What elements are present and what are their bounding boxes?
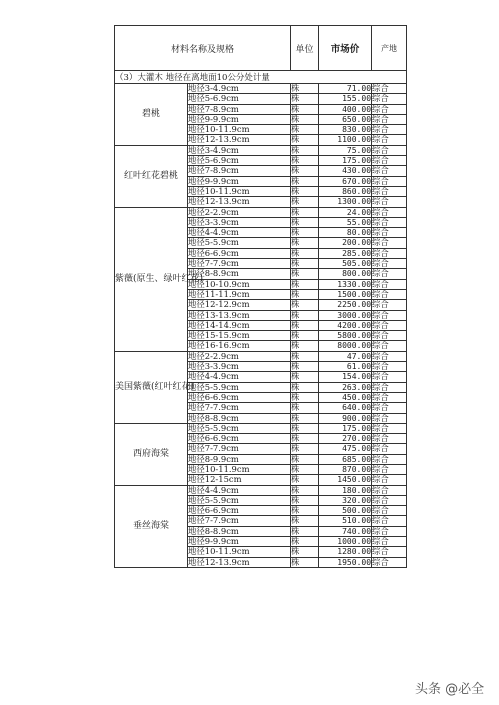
spec-cell: 地径6-6.9cm — [188, 506, 291, 516]
spec-cell: 地径12-13.9cm — [188, 557, 291, 567]
price-cell: 450.00 — [319, 392, 372, 402]
price-cell: 1450.00 — [319, 475, 372, 485]
unit-cell: 株 — [291, 526, 319, 536]
spec-cell: 地径5-5.9cm — [188, 382, 291, 392]
origin-cell: 综合 — [372, 145, 407, 155]
price-cell: 1280.00 — [319, 547, 372, 557]
origin-cell: 综合 — [372, 269, 407, 279]
origin-cell: 综合 — [372, 362, 407, 372]
unit-cell: 株 — [291, 104, 319, 114]
unit-cell: 株 — [291, 475, 319, 485]
spec-cell: 地径2-2.9cm — [188, 207, 291, 217]
spec-cell: 地径3-3.9cm — [188, 217, 291, 227]
price-cell: 1300.00 — [319, 197, 372, 207]
price-cell: 47.00 — [319, 351, 372, 361]
table-row — [115, 207, 407, 217]
price-cell: 1000.00 — [319, 537, 372, 547]
header-market-price: 市场价 — [319, 26, 372, 71]
origin-cell: 综合 — [372, 186, 407, 196]
price-cell: 71.00 — [319, 84, 372, 94]
price-cell: 505.00 — [319, 259, 372, 269]
unit-cell: 株 — [291, 145, 319, 155]
origin-cell: 综合 — [372, 289, 407, 299]
unit-cell: 株 — [291, 557, 319, 567]
spec-cell: 地径9-9.9cm — [188, 176, 291, 186]
unit-cell: 株 — [291, 166, 319, 176]
price-cell: 8000.00 — [319, 341, 372, 351]
price-cell: 5800.00 — [319, 331, 372, 341]
origin-cell: 综合 — [372, 464, 407, 474]
unit-cell: 株 — [291, 94, 319, 104]
price-cell: 154.00 — [319, 372, 372, 382]
price-cell: 400.00 — [319, 104, 372, 114]
spec-cell: 地径2-2.9cm — [188, 351, 291, 361]
origin-cell: 综合 — [372, 526, 407, 536]
spec-cell: 地径8-9.9cm — [188, 454, 291, 464]
spec-cell: 地径10-11.9cm — [188, 547, 291, 557]
material-name: 美国紫薇(红叶红花) — [115, 351, 188, 423]
price-cell: 2250.00 — [319, 300, 372, 310]
spec-cell: 地径5-6.9cm — [188, 156, 291, 166]
material-name: 紫薇(原生、绿叶红花) — [115, 207, 188, 351]
spec-cell: 地径9-9.9cm — [188, 114, 291, 124]
unit-cell: 株 — [291, 537, 319, 547]
origin-cell: 综合 — [372, 279, 407, 289]
unit-cell: 株 — [291, 186, 319, 196]
spec-cell: 地径12-13.9cm — [188, 197, 291, 207]
spec-cell: 地径6-6.9cm — [188, 434, 291, 444]
spec-cell: 地径7-8.9cm — [188, 166, 291, 176]
unit-cell: 株 — [291, 454, 319, 464]
spec-cell: 地径10-11.9cm — [188, 464, 291, 474]
unit-cell: 株 — [291, 413, 319, 423]
price-cell: 320.00 — [319, 495, 372, 505]
origin-cell: 综合 — [372, 506, 407, 516]
spec-cell: 地径5-6.9cm — [188, 94, 291, 104]
origin-cell: 综合 — [372, 372, 407, 382]
unit-cell: 株 — [291, 362, 319, 372]
price-cell: 1330.00 — [319, 279, 372, 289]
table-row — [115, 351, 407, 361]
material-name: 碧桃 — [115, 84, 188, 146]
origin-cell: 综合 — [372, 94, 407, 104]
price-cell: 55.00 — [319, 217, 372, 227]
price-cell: 475.00 — [319, 444, 372, 454]
unit-cell: 株 — [291, 320, 319, 330]
header-origin: 产地 — [372, 26, 407, 71]
spec-cell: 地径4-4.9cm — [188, 485, 291, 495]
origin-cell: 综合 — [372, 434, 407, 444]
price-cell: 80.00 — [319, 228, 372, 238]
spec-cell: 地径8-8.9cm — [188, 526, 291, 536]
origin-cell: 综合 — [372, 166, 407, 176]
section-title: （3）大灌木 地径在离地面10公分处计量 — [115, 71, 407, 84]
price-cell: 830.00 — [319, 125, 372, 135]
price-cell: 860.00 — [319, 186, 372, 196]
price-cell: 175.00 — [319, 423, 372, 433]
spec-cell: 地径14-14.9cm — [188, 320, 291, 330]
table-body — [115, 71, 407, 568]
material-name: 红叶红花碧桃 — [115, 145, 188, 207]
origin-cell: 综合 — [372, 228, 407, 238]
unit-cell: 株 — [291, 382, 319, 392]
unit-cell: 株 — [291, 310, 319, 320]
unit-cell: 株 — [291, 259, 319, 269]
spec-cell: 地径11-11.9cm — [188, 289, 291, 299]
table-row — [115, 485, 407, 495]
origin-cell: 综合 — [372, 125, 407, 135]
table-row — [115, 423, 407, 433]
spec-cell: 地径12-15cm — [188, 475, 291, 485]
price-cell: 3000.00 — [319, 310, 372, 320]
unit-cell: 株 — [291, 269, 319, 279]
unit-cell: 株 — [291, 485, 319, 495]
price-cell: 180.00 — [319, 485, 372, 495]
unit-cell: 株 — [291, 300, 319, 310]
origin-cell: 综合 — [372, 341, 407, 351]
origin-cell: 综合 — [372, 403, 407, 413]
price-cell: 285.00 — [319, 248, 372, 258]
origin-cell: 综合 — [372, 392, 407, 402]
unit-cell: 株 — [291, 114, 319, 124]
table-header-row — [115, 26, 407, 71]
spec-cell: 地径7-7.9cm — [188, 259, 291, 269]
spec-cell: 地径3-3.9cm — [188, 362, 291, 372]
unit-cell: 株 — [291, 392, 319, 402]
price-cell: 155.00 — [319, 94, 372, 104]
unit-cell: 株 — [291, 547, 319, 557]
origin-cell: 综合 — [372, 454, 407, 464]
unit-cell: 株 — [291, 289, 319, 299]
price-cell: 740.00 — [319, 526, 372, 536]
origin-cell: 综合 — [372, 444, 407, 454]
spec-cell: 地径4-4.9cm — [188, 228, 291, 238]
origin-cell: 综合 — [372, 516, 407, 526]
spec-cell: 地径12-13.9cm — [188, 135, 291, 145]
origin-cell: 综合 — [372, 238, 407, 248]
material-name: 垂丝海棠 — [115, 485, 188, 567]
unit-cell: 株 — [291, 207, 319, 217]
price-cell: 1500.00 — [319, 289, 372, 299]
origin-cell: 综合 — [372, 547, 407, 557]
spec-cell: 地径7-7.9cm — [188, 516, 291, 526]
origin-cell: 综合 — [372, 217, 407, 227]
origin-cell: 综合 — [372, 84, 407, 94]
spec-cell: 地径8-8.9cm — [188, 269, 291, 279]
price-cell: 61.00 — [319, 362, 372, 372]
origin-cell: 综合 — [372, 485, 407, 495]
price-cell: 685.00 — [319, 454, 372, 464]
unit-cell: 株 — [291, 84, 319, 94]
unit-cell: 株 — [291, 495, 319, 505]
origin-cell: 综合 — [372, 475, 407, 485]
unit-cell: 株 — [291, 331, 319, 341]
table-row — [115, 84, 407, 94]
price-cell: 430.00 — [319, 166, 372, 176]
spec-cell: 地径7-7.9cm — [188, 444, 291, 454]
spec-cell: 地径10-10.9cm — [188, 279, 291, 289]
spec-cell: 地径8-8.9cm — [188, 413, 291, 423]
spec-cell: 地径10-11.9cm — [188, 186, 291, 196]
section-title-row — [115, 71, 407, 84]
price-cell: 670.00 — [319, 176, 372, 186]
price-cell: 800.00 — [319, 269, 372, 279]
header-name-spec: 材料名称及规格 — [115, 26, 291, 71]
price-cell: 640.00 — [319, 403, 372, 413]
unit-cell: 株 — [291, 341, 319, 351]
header-unit: 单位 — [291, 26, 319, 71]
price-cell: 175.00 — [319, 156, 372, 166]
price-cell: 263.00 — [319, 382, 372, 392]
price-cell: 75.00 — [319, 145, 372, 155]
unit-cell: 株 — [291, 423, 319, 433]
price-cell: 24.00 — [319, 207, 372, 217]
origin-cell: 综合 — [372, 104, 407, 114]
origin-cell: 综合 — [372, 413, 407, 423]
price-cell: 270.00 — [319, 434, 372, 444]
unit-cell: 株 — [291, 434, 319, 444]
unit-cell: 株 — [291, 248, 319, 258]
origin-cell: 综合 — [372, 495, 407, 505]
unit-cell: 株 — [291, 176, 319, 186]
origin-cell: 综合 — [372, 557, 407, 567]
price-cell: 900.00 — [319, 413, 372, 423]
price-cell: 650.00 — [319, 114, 372, 124]
spec-cell: 地径3-4.9cm — [188, 84, 291, 94]
spec-cell: 地径7-7.9cm — [188, 403, 291, 413]
origin-cell: 综合 — [372, 320, 407, 330]
table-row — [115, 145, 407, 155]
spec-cell: 地径6-6.9cm — [188, 248, 291, 258]
price-cell: 200.00 — [319, 238, 372, 248]
spec-cell: 地径5-5.9cm — [188, 238, 291, 248]
spec-cell: 地径13-13.9cm — [188, 310, 291, 320]
unit-cell: 株 — [291, 279, 319, 289]
unit-cell: 株 — [291, 351, 319, 361]
spec-cell: 地径15-15.9cm — [188, 331, 291, 341]
material-name: 西府海棠 — [115, 423, 188, 485]
unit-cell: 株 — [291, 238, 319, 248]
spec-cell: 地径4-4.9cm — [188, 372, 291, 382]
price-cell: 500.00 — [319, 506, 372, 516]
unit-cell: 株 — [291, 464, 319, 474]
origin-cell: 综合 — [372, 537, 407, 547]
price-cell: 1950.00 — [319, 557, 372, 567]
origin-cell: 综合 — [372, 300, 407, 310]
spec-cell: 地径16-16.9cm — [188, 341, 291, 351]
unit-cell: 株 — [291, 516, 319, 526]
origin-cell: 综合 — [372, 114, 407, 124]
origin-cell: 综合 — [372, 248, 407, 258]
spec-cell: 地径5-5.9cm — [188, 423, 291, 433]
unit-cell: 株 — [291, 506, 319, 516]
unit-cell: 株 — [291, 228, 319, 238]
spec-cell: 地径7-8.9cm — [188, 104, 291, 114]
price-cell: 1100.00 — [319, 135, 372, 145]
spec-cell: 地径3-4.9cm — [188, 145, 291, 155]
spec-cell: 地径9-9.9cm — [188, 537, 291, 547]
origin-cell: 综合 — [372, 423, 407, 433]
price-table — [114, 25, 407, 568]
unit-cell: 株 — [291, 135, 319, 145]
origin-cell: 综合 — [372, 156, 407, 166]
origin-cell: 综合 — [372, 259, 407, 269]
spec-cell: 地径6-6.9cm — [188, 392, 291, 402]
origin-cell: 综合 — [372, 197, 407, 207]
spec-cell: 地径12-12.9cm — [188, 300, 291, 310]
origin-cell: 综合 — [372, 176, 407, 186]
unit-cell: 株 — [291, 444, 319, 454]
origin-cell: 综合 — [372, 310, 407, 320]
unit-cell: 株 — [291, 197, 319, 207]
unit-cell: 株 — [291, 156, 319, 166]
unit-cell: 株 — [291, 217, 319, 227]
unit-cell: 株 — [291, 125, 319, 135]
unit-cell: 株 — [291, 372, 319, 382]
price-cell: 4200.00 — [319, 320, 372, 330]
origin-cell: 综合 — [372, 331, 407, 341]
price-cell: 870.00 — [319, 464, 372, 474]
spec-cell: 地径10-11.9cm — [188, 125, 291, 135]
origin-cell: 综合 — [372, 135, 407, 145]
price-cell: 510.00 — [319, 516, 372, 526]
origin-cell: 综合 — [372, 207, 407, 217]
origin-cell: 综合 — [372, 351, 407, 361]
origin-cell: 综合 — [372, 382, 407, 392]
spec-cell: 地径5-5.9cm — [188, 495, 291, 505]
unit-cell: 株 — [291, 403, 319, 413]
watermark: 头条 @必全 — [415, 682, 485, 697]
